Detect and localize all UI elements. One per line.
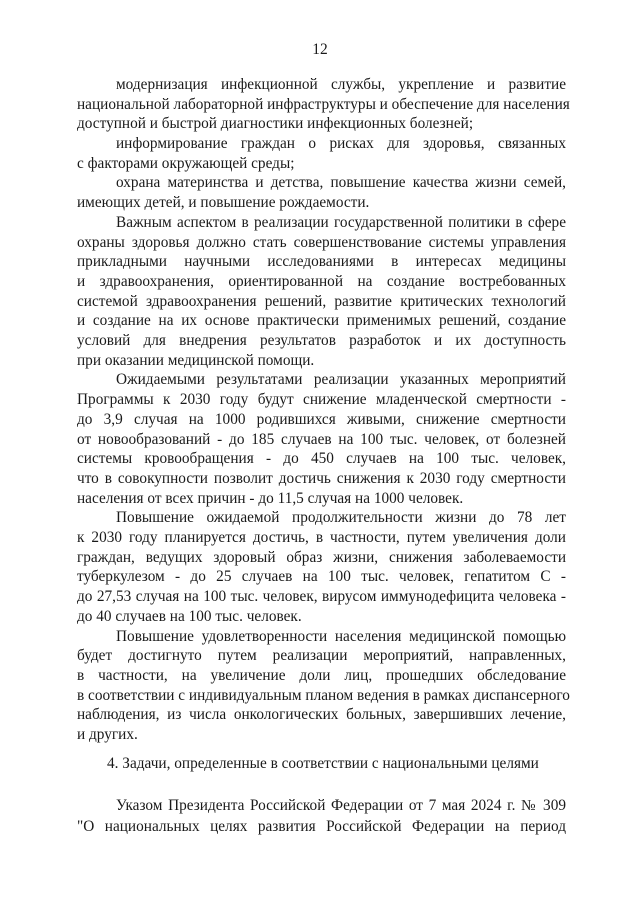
text-line: "О национальных целях развития Российской Федерации на период — [77, 818, 566, 835]
text-line: граждан, ведущих здоровый образ жизни, снижения заболеваемости — [77, 549, 566, 566]
text-line: до 3,9 случая на 1000 родившихся живыми, снижение смертности — [77, 411, 566, 428]
text-line: будет достигнуто путем реализации мероприятий, направленных, — [77, 647, 566, 664]
text-line: до 40 случаев на 100 тыс. человек. — [77, 608, 302, 625]
text-line: прикладными научными исследованиями в интересах медицины — [77, 253, 566, 270]
text-line: Ожидаемыми результатами реализации указанных мероприятий — [116, 371, 566, 388]
text-line: национальной лабораторной инфраструктуры и обеспечение для населения — [77, 96, 570, 113]
text-line: от новообразований - до 185 случаев на 100 тыс. человек, от болезней — [77, 431, 566, 448]
text-line: охрана материнства и детства, повышение качества жизни семей, — [116, 174, 566, 191]
text-line: при оказании медицинской помощи. — [77, 352, 315, 369]
page-number: 12 — [312, 41, 328, 58]
text-line: системы кровообращения - до 450 случаев на 100 тыс. человек, — [77, 450, 566, 467]
text-line: к 2030 году планируется достичь, в частности, путем увеличения доли — [77, 529, 566, 546]
text-line: в соответствии с индивидуальным планом ведения в рамках диспансерного — [77, 687, 570, 704]
text-line: туберкулезом - до 25 случаев на 100 тыс. человек, гепатитом С - — [77, 568, 566, 585]
text-line: в частности, на увеличение доли лиц, прошедших обследование — [77, 667, 566, 684]
text-line: населения от всех причин - до 11,5 случая на 1000 человек. — [77, 490, 464, 507]
text-line: Повышение ожидаемой продолжительности жизни до 78 лет — [116, 509, 566, 526]
text-line: Повышение удовлетворенности населения медицинской помощью — [116, 628, 566, 645]
text-line: и здравоохранения, ориентированной на создание востребованных — [77, 273, 566, 290]
text-line: условий для внедрения результатов разработок и их доступность — [77, 332, 566, 349]
text-line: Указом Президента Российской Федерации от 7 мая 2024 г. № 309 — [116, 797, 566, 814]
text-line: с факторами окружающей среды; — [77, 155, 295, 172]
text-line: модернизация инфекционной службы, укрепление и развитие — [116, 76, 566, 93]
text-line: охраны здоровья должно стать совершенствование системы управления — [77, 234, 566, 251]
text-line: и других. — [77, 726, 138, 743]
text-line: системой здравоохранения решений, развитие критических технологий — [77, 293, 566, 310]
text-line: наблюдения, из числа онкологических больных, завершивших лечение, — [77, 706, 566, 723]
text-line: доступной и быстрой диагностики инфекционных болезней; — [77, 115, 474, 132]
text-line: до 27,53 случая на 100 тыс. человек, вирусом иммунодефицита человека - — [77, 588, 566, 605]
text-line: Программы к 2030 году будут снижение младенческой смертности - — [77, 391, 566, 408]
text-line: информирование граждан о рисках для здоровья, связанных — [116, 135, 566, 152]
text-line: имеющих детей, и повышение рождаемости. — [77, 194, 370, 211]
text-line: что в совокупности позволит достичь снижения к 2030 году смертности — [77, 470, 566, 487]
text-line: Важным аспектом в реализации государственной политики в сфере — [116, 214, 566, 231]
section-heading: 4. Задачи, определенные в соответствии с национальными целями — [107, 755, 539, 772]
text-line: и создание на их основе практически применимых решений, создание — [77, 312, 566, 329]
